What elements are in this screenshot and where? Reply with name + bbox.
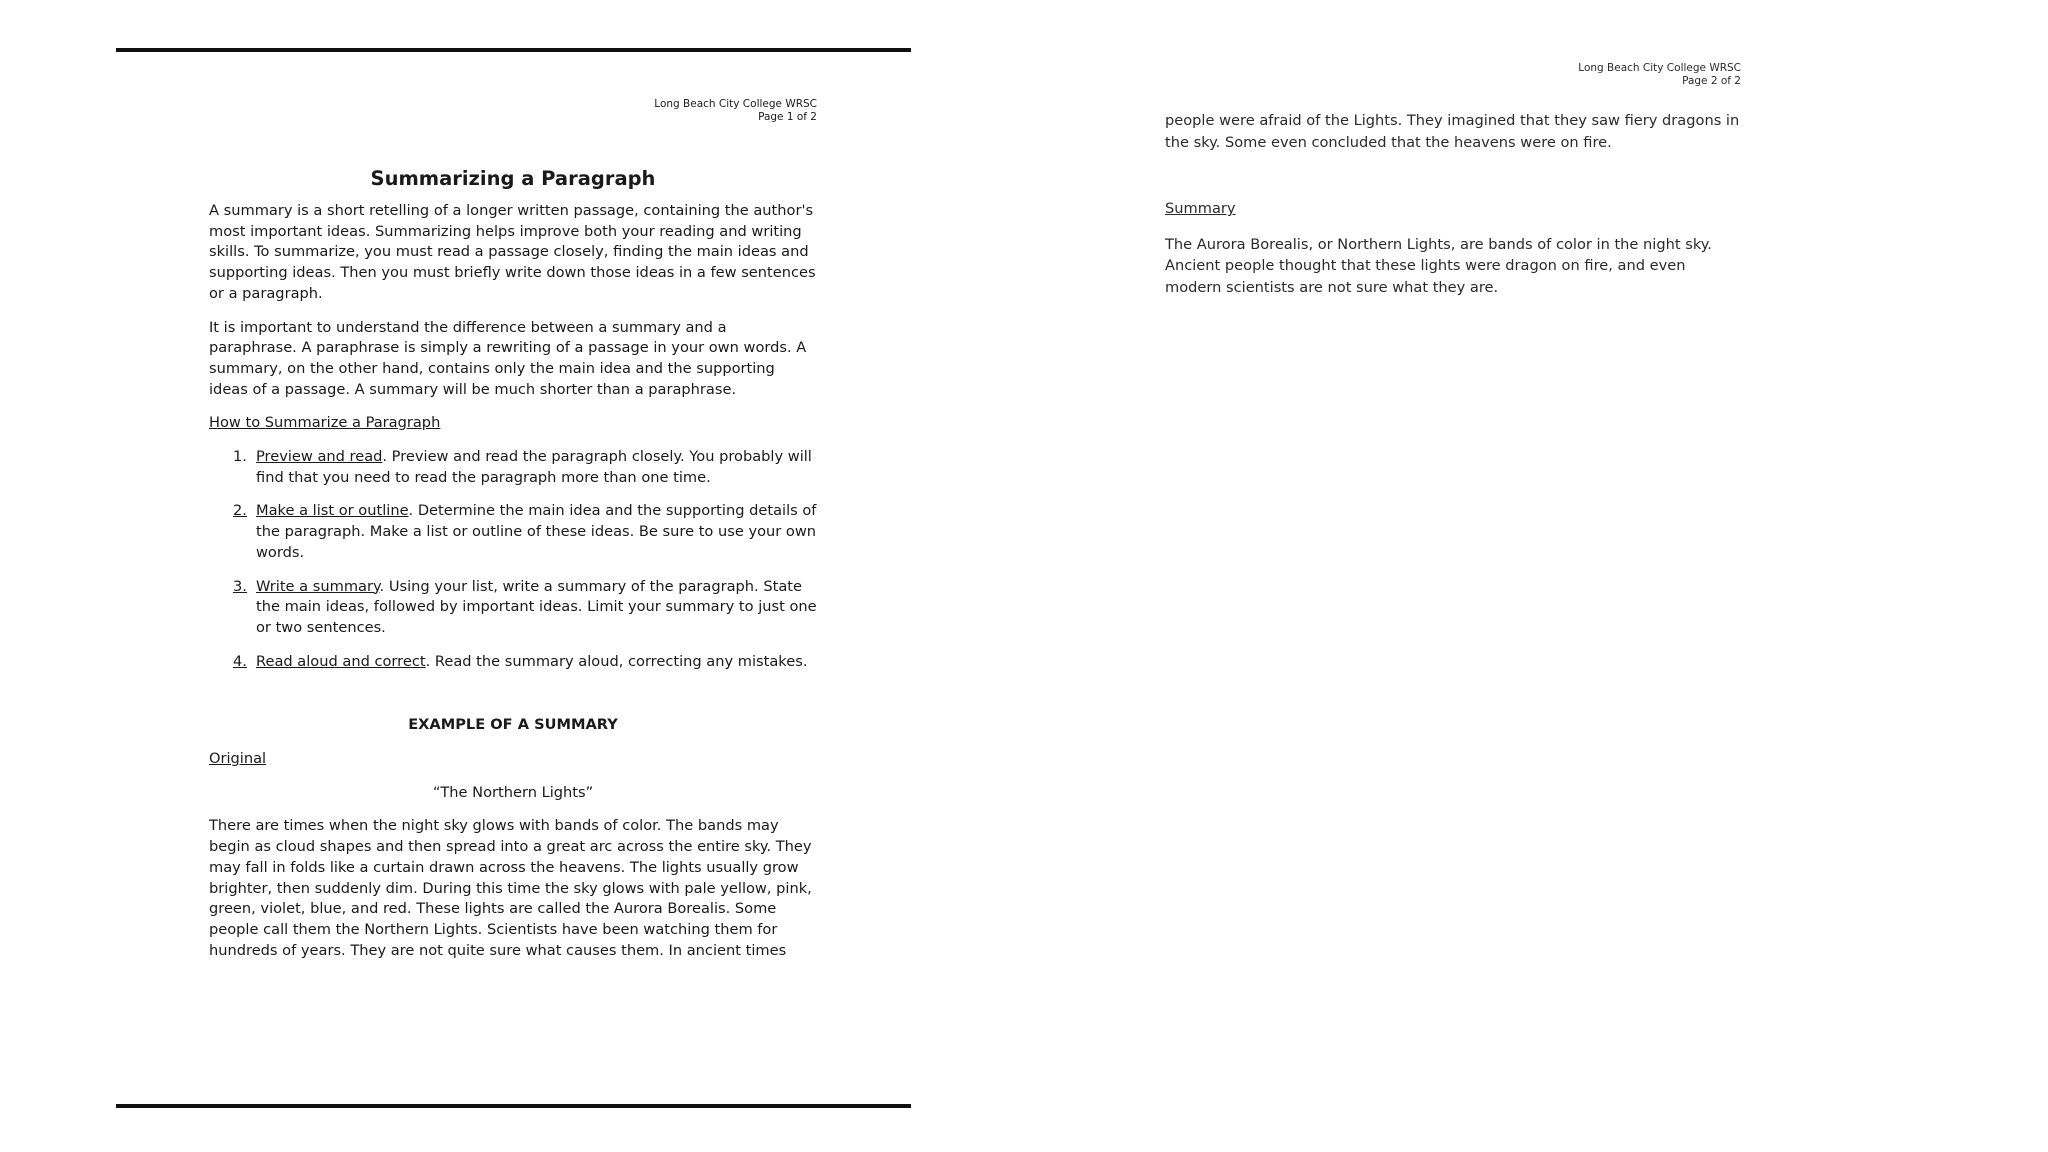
original-label: Original — [209, 750, 267, 768]
story-continuation: people were afraid of the Lights. They imagined that they saw fiery dragons in the sky. Some even concluded that the heavens were on fire. — [1165, 112, 1740, 151]
story-paragraph: There are times when the night sky glows with bands of color. The bands may begin as cloud shapes and then spread into a great arc across the entire sky. They may fall in folds like a curtain drawn across the heavens. The lights usually grow brighter, then suddenly dim. During this time the sky glows with pale yellow, pink, green, violet, blue, and red. These lights are called the Aurora Borealis. Some people call them the Northern Lights. Scientists have been watching them for hundreds of years. They are not quite sure what causes them. In ancient times — [209, 817, 812, 959]
document-page-1 — [209, 98, 817, 974]
step-text: . Using your list, write a summary of the paragraph. State the main ideas, followed by important ideas. Limit your summary to just one or two sentences. — [256, 577, 817, 636]
story-title: “The Northern Lights” — [432, 783, 594, 801]
header-institution: Long Beach City College WRSC — [654, 98, 817, 110]
how-to-heading: How to Summarize a Paragraph — [209, 414, 441, 432]
step-item — [209, 501, 817, 563]
page-title: Summarizing a Paragraph — [370, 167, 656, 190]
header-page-number: Page 1 of 2 — [758, 110, 817, 123]
step-number: 1. — [233, 448, 247, 466]
document-page-2 — [1165, 62, 1741, 343]
summary-paragraph: The Aurora Borealis, or Northern Lights, are bands of color in the night sky. Ancient people thought that these lights were dragon on fire, and even modern scientists are not sure what they are. — [1165, 235, 1712, 296]
step-title: Make a list or outline — [256, 502, 409, 520]
intro-paragraph: A summary is a short retelling of a longer written passage, containing the author's most important ideas. Summarizing helps improve both your reading and writing skills. To summarize, you must read a passage closely, finding the main ideas and supporting ideas. Then you must briefly write down those ideas in a few sentences or a paragraph. — [209, 202, 816, 302]
step-text: . Read the summary aloud, correcting any mistakes. — [425, 652, 808, 670]
step-title: Preview and read — [256, 448, 383, 466]
page-header — [209, 98, 817, 123]
step-text: . Preview and read the paragraph closely. You probably will find that you need to read the paragraph more than one time. — [256, 448, 812, 486]
step-item — [209, 577, 817, 639]
step-number: 2. — [233, 502, 247, 520]
summary-label: Summary — [1165, 200, 1236, 217]
step-number: 3. — [233, 577, 247, 595]
step-title: Read aloud and correct — [256, 652, 426, 670]
difference-paragraph: It is important to understand the difference between a summary and a paraphrase. A paraphrase is simply a rewriting of a passage in your own words. A summary, on the other hand, contains only the main idea and the supporting ideas of a passage. A summary will be much shorter than a paraphrase. — [209, 318, 807, 398]
page-bottom-rule — [116, 1104, 911, 1108]
page-top-rule — [116, 48, 911, 52]
steps-list — [209, 447, 817, 672]
step-item — [209, 447, 817, 488]
step-title: Write a summary — [256, 577, 380, 595]
step-text: . Determine the main idea and the supporting details of the paragraph. Make a list or outline of these ideas. Be sure to use your own words. — [256, 502, 817, 561]
header-page-number: Page 2 of 2 — [1682, 74, 1741, 87]
page-header — [1165, 62, 1741, 87]
header-institution: Long Beach City College WRSC — [1578, 62, 1741, 74]
example-heading: EXAMPLE OF A SUMMARY — [408, 716, 618, 734]
step-number: 4. — [233, 652, 247, 670]
step-item — [209, 652, 817, 673]
